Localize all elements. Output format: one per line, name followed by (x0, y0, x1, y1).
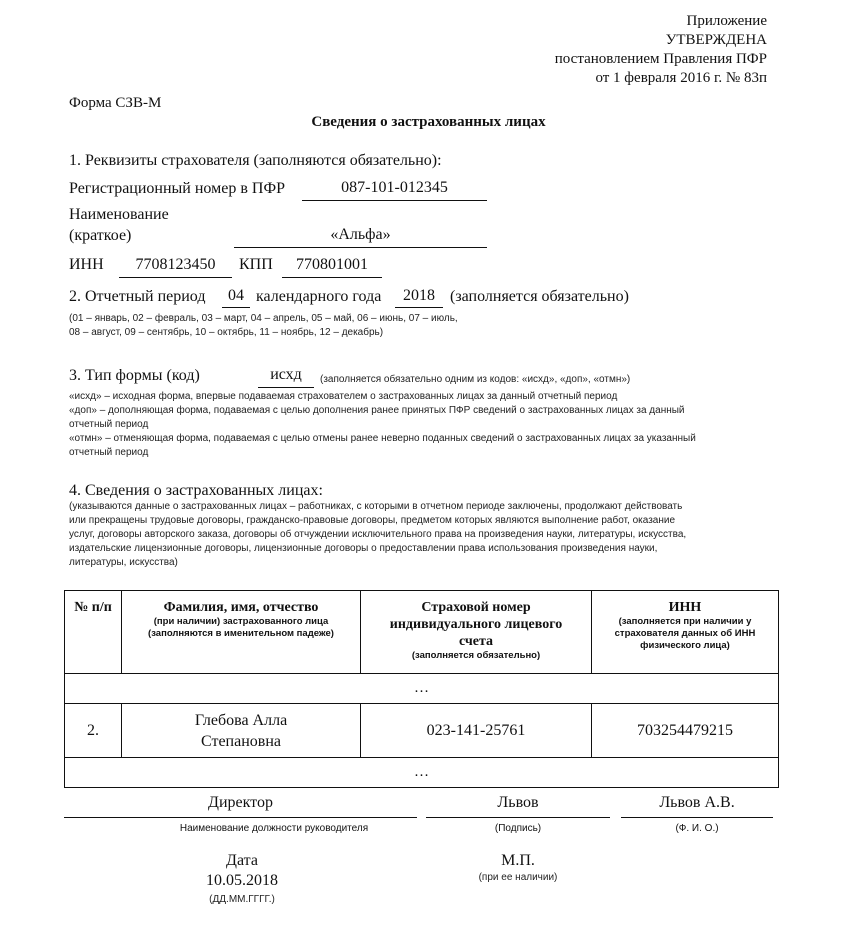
col-number-header-text: № п/п (74, 600, 112, 615)
inn-value: 7708123450 (135, 256, 216, 273)
col-fio-sub-1: (при наличии) застрахованного лица (153, 616, 329, 627)
name-value: «Альфа» (330, 226, 391, 243)
page-title: Сведения о застрахованных лицах (311, 114, 546, 130)
section4-note-4: издательские лицензионные договоры, лицензионные договоры о предоставлении права использования произведения науки, (69, 543, 658, 554)
approval-block (555, 12, 767, 88)
period-required-note: (заполняется обязательно) (450, 288, 629, 305)
form-type-value: исхд (270, 366, 302, 383)
section4-note-5: литературы, искусства) (69, 557, 178, 568)
row-number: 2. (65, 704, 122, 758)
section1-heading: 1. Реквизиты страхователя (заполняются обязательно): (69, 152, 442, 169)
period-underline (222, 307, 250, 308)
name-label-2: (краткое) (69, 227, 132, 244)
col-inn-header-text: ИНН (668, 600, 702, 615)
section2-heading: 2. Отчетный период (69, 288, 206, 305)
approval-line-2: УТВЕРЖДЕНА (665, 32, 767, 48)
year-value: 2018 (403, 287, 435, 304)
row-fio-line-1: Глебова Алла (194, 711, 288, 729)
form-type-desc-5: отчетный период (69, 447, 149, 458)
form-type-underline (258, 387, 314, 388)
col-fio-sub-2: (заполняются в именительном падеже) (148, 628, 334, 639)
row-inn: 703254479215 (592, 704, 779, 758)
col-snils-header-2: индивидуального лицевого (389, 617, 563, 632)
reg-number-label: Регистрационный номер в ПФР (69, 180, 285, 197)
stamp-label: М.П. (501, 852, 535, 869)
reg-number-underline (302, 200, 487, 201)
fio-caption: (Ф. И. О.) (675, 823, 719, 834)
year-underline (395, 307, 443, 308)
col-inn-sub-3: физического лица) (640, 640, 730, 651)
table-header-row (65, 591, 779, 674)
signature-value: Львов (497, 794, 539, 811)
form-type-desc-4: «отмн» – отменяющая форма, подаваемая с целью отмены ранее неверно поданных сведений о застрахованных лицах за указанный (69, 433, 696, 444)
name-underline (234, 247, 487, 248)
position-value: Директор (208, 794, 273, 811)
col-snils-sub: (заполняется обязательно) (411, 650, 541, 661)
fio-underline (621, 817, 773, 818)
ellipsis-bottom: … (65, 758, 779, 788)
section4-heading: 4. Сведения о застрахованных лицах: (69, 482, 323, 499)
inn-label: ИНН (69, 256, 104, 273)
form-type-desc-1: «исхд» – исходная форма, впервые подаваемая страхователем о застрахованных лицах за данный отчетный период (69, 391, 618, 402)
months-line-1: (01 – январь, 02 – февраль, 03 – март, 04 – апрель, 05 – май, 06 – июнь, 07 – июль, (69, 313, 458, 324)
kpp-value: 770801001 (296, 256, 368, 273)
form-type-desc-3: отчетный период (69, 419, 149, 430)
approval-line-3: постановлением Правления ПФР (554, 51, 767, 67)
name-label-1: Наименование (69, 206, 169, 223)
position-caption: Наименование должности руководителя (179, 823, 369, 834)
col-fio-header-text: Фамилия, имя, отчество (163, 600, 319, 615)
date-value: 10.05.2018 (206, 872, 278, 889)
section4-note-1: (указываются данные о застрахованных лицах – работниках, с которыми в отчетном периоде заключены, продолжают действовать (69, 501, 683, 512)
row-fio (122, 704, 361, 758)
col-inn-header (592, 591, 779, 674)
table-ellipsis-row-top (65, 674, 779, 704)
kpp-label: КПП (239, 256, 273, 273)
row-snils: 023-141-25761 (361, 704, 592, 758)
year-label: календарного года (256, 288, 382, 305)
form-type-codes-note: (заполняется обязательно одним из кодов: «исхд», «доп», «отмн») (320, 374, 631, 385)
row-fio-line-2: Степановна (201, 732, 281, 750)
signature-caption: (Подпись) (494, 823, 542, 834)
col-inn-sub-1: (заполняется при наличии у (618, 616, 752, 627)
approval-line-4: от 1 февраля 2016 г. № 83п (595, 70, 767, 86)
kpp-underline (282, 277, 382, 278)
months-line-2: 08 – август, 09 – сентябрь, 10 – октябрь, 11 – ноябрь, 12 – декабрь) (69, 327, 384, 338)
section3-heading: 3. Тип формы (код) (69, 367, 200, 384)
signature-underline (426, 817, 610, 818)
form-code: Форма СЗВ-М (69, 95, 162, 111)
section4-note-3: услуг, договоры авторского заказа, договоры об отчуждении исключительного права на произведения науки, литературы, искусства, (69, 529, 687, 540)
approval-line-1: Приложение (686, 13, 767, 29)
col-number-header (65, 591, 122, 674)
insured-persons-table (64, 590, 779, 788)
inn-underline (119, 277, 232, 278)
date-format: (ДД.ММ.ГГГГ.) (209, 894, 275, 905)
date-label: Дата (226, 852, 258, 869)
col-fio-header (122, 591, 361, 674)
col-snils-header-3: счета (458, 634, 494, 649)
stamp-note: (при ее наличии) (478, 872, 558, 883)
table-row (65, 704, 779, 758)
ellipsis-top: … (65, 674, 779, 704)
col-snils-header-1: Страховой номер (421, 600, 531, 615)
reg-number-value: 087-101-012345 (341, 179, 448, 196)
period-value: 04 (228, 287, 244, 304)
col-snils-header (361, 591, 592, 674)
fio-value: Львов А.В. (659, 794, 735, 811)
section4-note-2: или прекращены трудовые договоры, гражданско-правовые договоры, предметом которых являются выполнение работ, оказание (69, 515, 676, 526)
table-ellipsis-row-bottom (65, 758, 779, 788)
position-underline (64, 817, 417, 818)
form-type-desc-2: «доп» – дополняющая форма, подаваемая с целью дополнения ранее принятых ПФР сведений о застрахованных лицах за данный (69, 405, 685, 416)
col-inn-sub-2: страхователя данных об ИНН (614, 628, 756, 639)
